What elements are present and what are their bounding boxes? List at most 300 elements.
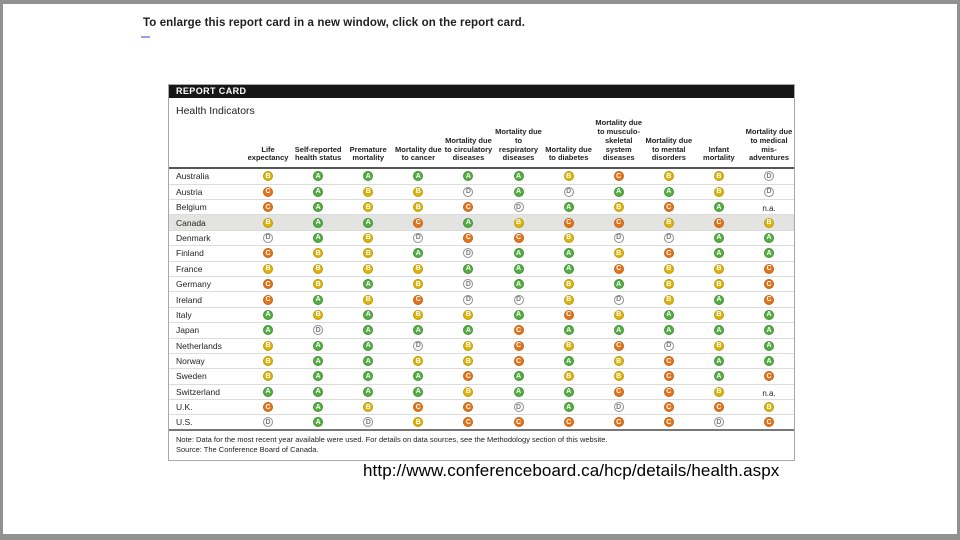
grade-cell (343, 233, 393, 243)
grade-badge: A (363, 371, 373, 381)
column-header: Mortality due to musculo-skeletal system diseases (595, 118, 643, 163)
grade-cell (644, 402, 694, 412)
grade-cell (493, 171, 543, 181)
grade-cell (343, 341, 393, 351)
column-header: Mortality due to respiratory diseases (495, 126, 542, 163)
grade-badge: A (463, 325, 473, 335)
grade-cell (694, 295, 744, 305)
grade-cell (544, 264, 594, 274)
grade-cell (644, 187, 694, 197)
grade-not-available: n.a. (762, 204, 776, 214)
grade-cell (493, 402, 543, 412)
grade-badge: A (313, 417, 323, 427)
grade-cell (293, 356, 343, 366)
grade-badge: D (664, 233, 674, 243)
grade-badge: B (313, 310, 323, 320)
grade-badge: B (664, 279, 674, 289)
grade-badge: B (313, 279, 323, 289)
grade-badge: D (463, 248, 473, 258)
grade-badge: A (363, 279, 373, 289)
grade-cell (493, 310, 543, 320)
grade-cell (594, 341, 644, 351)
grade-badge: B (664, 171, 674, 181)
grade-badge: A (363, 341, 373, 351)
grade-badge: A (664, 325, 674, 335)
grade-badge: D (313, 325, 323, 335)
grade-badge: A (764, 325, 774, 335)
grade-badge: B (764, 402, 774, 412)
grade-badge: A (714, 248, 724, 258)
grade-cell (744, 218, 794, 228)
grade-badge: D (263, 417, 273, 427)
grade-cell (544, 187, 594, 197)
grade-cell (744, 325, 794, 335)
grade-cell (694, 248, 744, 258)
grade-cell (644, 295, 694, 305)
country-label: Norway (176, 356, 205, 367)
grade-cell (544, 417, 594, 427)
report-card[interactable] (168, 84, 795, 461)
grade-badge: A (363, 218, 373, 228)
grade-badge: C (764, 264, 774, 274)
country-label: U.K. (176, 402, 193, 413)
grade-badge: A (714, 202, 724, 212)
grade-badge: C (514, 356, 524, 366)
grade-cell (744, 383, 794, 401)
grade-badge: C (614, 218, 624, 228)
grade-cell (393, 233, 443, 243)
grade-cell (544, 233, 594, 243)
grade-badge: B (463, 341, 473, 351)
grade-cell (744, 233, 794, 243)
table-row (169, 400, 794, 415)
grade-badge: B (413, 279, 423, 289)
note-line: Note: Data for the most recent year available were used. For details on data sources, see the Methodology section of this website. (176, 434, 608, 444)
grade-cell (493, 325, 543, 335)
grade-badge: B (714, 387, 724, 397)
grade-cell (493, 248, 543, 258)
grade-cell (343, 356, 393, 366)
grade-cell (644, 310, 694, 320)
grade-badge: C (263, 279, 273, 289)
grade-badge: C (614, 387, 624, 397)
grade-cell (343, 218, 393, 228)
grade-cell (243, 218, 293, 228)
grade-cell (594, 264, 644, 274)
grade-cell (243, 325, 293, 335)
grade-cell (243, 417, 293, 427)
grade-cell (594, 325, 644, 335)
grade-badge: B (714, 171, 724, 181)
grade-badge: B (263, 264, 273, 274)
grade-cell (594, 248, 644, 258)
grade-cell (293, 218, 343, 228)
grade-cell (594, 202, 644, 212)
grade-badge: A (313, 371, 323, 381)
grade-badge: A (564, 402, 574, 412)
grade-badge: A (714, 233, 724, 243)
table-row (169, 262, 794, 277)
grade-cell (293, 341, 343, 351)
enlarge-instruction-text: To enlarge this report card in a new window, click on the report card. (143, 17, 526, 29)
grade-cell (343, 187, 393, 197)
grade-cell (443, 233, 493, 243)
grade-badge: C (263, 402, 273, 412)
grade-cell (393, 187, 443, 197)
grade-badge: B (463, 310, 473, 320)
table-row (169, 231, 794, 246)
grade-cell (493, 233, 543, 243)
grade-cell (393, 325, 443, 335)
grade-cell (243, 341, 293, 351)
grade-cell (243, 310, 293, 320)
grade-badge: B (614, 310, 624, 320)
grade-cell (343, 264, 393, 274)
grade-badge: B (564, 371, 574, 381)
country-label: Italy (176, 309, 192, 320)
grade-badge: C (514, 341, 524, 351)
grade-badge: C (664, 248, 674, 258)
report-card-table (169, 119, 794, 431)
grade-badge: B (714, 279, 724, 289)
grade-cell (744, 248, 794, 258)
grade-badge: A (714, 371, 724, 381)
country-label: Belgium (176, 202, 207, 213)
country-label: U.S. (176, 417, 193, 428)
column-header: Mortality due to diabetes (545, 144, 592, 163)
country-label: Japan (176, 325, 200, 336)
grade-badge: A (614, 325, 624, 335)
grade-badge: A (413, 171, 423, 181)
grade-badge: B (263, 218, 273, 228)
grade-badge: B (463, 387, 473, 397)
grade-cell (544, 371, 594, 381)
grade-badge: D (614, 402, 624, 412)
grade-badge: C (263, 295, 273, 305)
grade-cell (343, 171, 393, 181)
grade-cell (243, 279, 293, 289)
grade-badge: B (413, 187, 423, 197)
grade-cell (644, 171, 694, 181)
grade-badge: A (614, 279, 624, 289)
column-header: Mortality due to circulatory diseases (444, 135, 493, 163)
grade-badge: B (564, 233, 574, 243)
grade-badge: A (564, 202, 574, 212)
grade-badge: A (413, 248, 423, 258)
grade-badge: B (514, 218, 524, 228)
table-row (169, 369, 794, 384)
grade-cell (644, 341, 694, 351)
grade-badge: C (764, 295, 774, 305)
grade-cell (243, 187, 293, 197)
grade-cell (694, 171, 744, 181)
grade-badge: B (614, 371, 624, 381)
grade-badge: C (614, 264, 624, 274)
grade-cell (393, 279, 443, 289)
grade-badge: C (764, 279, 774, 289)
grade-cell (644, 218, 694, 228)
grade-cell (243, 371, 293, 381)
grade-badge: A (564, 325, 574, 335)
table-row (169, 339, 794, 354)
grade-badge: D (564, 187, 574, 197)
grade-cell (544, 325, 594, 335)
grade-cell (243, 402, 293, 412)
grade-cell (393, 202, 443, 212)
grade-badge: B (614, 356, 624, 366)
grade-badge: B (313, 264, 323, 274)
grade-badge: C (764, 371, 774, 381)
grade-badge: C (614, 417, 624, 427)
grade-badge: C (463, 202, 473, 212)
grade-cell (243, 233, 293, 243)
grade-cell (694, 310, 744, 320)
grade-cell (493, 295, 543, 305)
country-label: Austria (176, 186, 203, 197)
grade-cell (744, 295, 794, 305)
grade-badge: B (463, 356, 473, 366)
grade-badge: B (313, 248, 323, 258)
grade-cell (443, 218, 493, 228)
grade-badge: A (413, 371, 423, 381)
grade-badge: A (363, 325, 373, 335)
grade-badge: A (564, 387, 574, 397)
grade-cell (393, 248, 443, 258)
grade-badge: D (363, 417, 373, 427)
grade-cell (594, 387, 644, 397)
grade-cell (694, 371, 744, 381)
grade-cell (744, 341, 794, 351)
grade-cell (243, 295, 293, 305)
grade-cell (594, 310, 644, 320)
grade-cell (343, 402, 393, 412)
grade-badge: B (413, 417, 423, 427)
grade-cell (493, 387, 543, 397)
table-row (169, 246, 794, 261)
grade-badge: B (413, 202, 423, 212)
grade-badge: B (363, 233, 373, 243)
grade-badge: A (514, 310, 524, 320)
grade-cell (243, 356, 293, 366)
grade-cell (243, 387, 293, 397)
grade-badge: C (714, 402, 724, 412)
grade-badge: A (463, 171, 473, 181)
grade-cell (293, 402, 343, 412)
grade-badge: D (514, 295, 524, 305)
grade-badge: C (564, 218, 574, 228)
grade-badge: B (614, 202, 624, 212)
grade-cell (493, 417, 543, 427)
grade-badge: C (564, 310, 574, 320)
grade-cell (694, 218, 744, 228)
grade-badge: C (614, 341, 624, 351)
grade-cell (343, 279, 393, 289)
grade-cell (293, 371, 343, 381)
grade-cell (293, 171, 343, 181)
grade-badge: C (664, 202, 674, 212)
grade-cell (694, 387, 744, 397)
grade-badge: A (313, 202, 323, 212)
country-label: Netherlands (176, 340, 222, 351)
country-label: France (176, 263, 203, 274)
country-label: Germany (176, 279, 211, 290)
grade-badge: D (263, 233, 273, 243)
table-row (169, 185, 794, 200)
grade-cell (694, 187, 744, 197)
grade-badge: C (514, 417, 524, 427)
grade-badge: A (363, 310, 373, 320)
grade-cell (443, 202, 493, 212)
grade-cell (493, 371, 543, 381)
grade-cell (393, 310, 443, 320)
column-header: Mortality due to mental disorders (645, 135, 693, 163)
report-card-footnote (169, 431, 794, 460)
grade-badge: D (463, 279, 473, 289)
grade-badge: D (514, 202, 524, 212)
grade-badge: B (363, 248, 373, 258)
grade-badge: B (413, 356, 423, 366)
grade-cell (493, 356, 543, 366)
grade-cell (694, 356, 744, 366)
grade-cell (443, 417, 493, 427)
grade-cell (393, 218, 443, 228)
grade-cell (343, 417, 393, 427)
grade-cell (293, 248, 343, 258)
grade-badge: B (363, 402, 373, 412)
grade-badge: C (514, 233, 524, 243)
grade-badge: A (313, 356, 323, 366)
grade-cell (493, 341, 543, 351)
grade-badge: B (564, 279, 574, 289)
grade-cell (393, 371, 443, 381)
grade-badge: B (263, 371, 273, 381)
grade-cell (594, 279, 644, 289)
grade-cell (493, 202, 543, 212)
grade-cell (644, 325, 694, 335)
grade-cell (744, 187, 794, 197)
grade-badge: C (463, 402, 473, 412)
grade-cell (443, 356, 493, 366)
grade-badge: A (714, 356, 724, 366)
grade-cell (293, 233, 343, 243)
grade-badge: A (514, 279, 524, 289)
grade-badge: A (514, 171, 524, 181)
grade-badge: B (714, 341, 724, 351)
grade-cell (544, 310, 594, 320)
grade-cell (694, 417, 744, 427)
grade-cell (544, 387, 594, 397)
grade-badge: A (564, 264, 574, 274)
grade-badge: C (664, 402, 674, 412)
grade-cell (243, 202, 293, 212)
grade-cell (393, 417, 443, 427)
grade-badge: A (564, 356, 574, 366)
grade-cell (594, 402, 644, 412)
table-row (169, 292, 794, 307)
grade-badge: B (714, 264, 724, 274)
grade-badge: C (463, 417, 473, 427)
column-header: Premature mortality (349, 144, 387, 163)
grade-cell (343, 325, 393, 335)
country-label: Canada (176, 217, 206, 228)
column-header: Self-reported health status (294, 144, 342, 163)
grade-cell (644, 356, 694, 366)
grade-cell (694, 233, 744, 243)
grade-badge: A (313, 402, 323, 412)
grade-cell (544, 171, 594, 181)
grade-badge: A (263, 325, 273, 335)
grade-cell (744, 417, 794, 427)
grade-badge: A (263, 387, 273, 397)
grade-badge: A (363, 387, 373, 397)
grade-cell (694, 279, 744, 289)
grade-cell (544, 295, 594, 305)
grade-cell (443, 248, 493, 258)
grade-badge: B (363, 187, 373, 197)
report-card-titlebar: REPORT CARD (169, 85, 794, 98)
country-label: Switzerland (176, 386, 220, 397)
grade-badge: D (614, 233, 624, 243)
grade-cell (293, 310, 343, 320)
grade-badge: B (664, 218, 674, 228)
grade-badge: A (413, 387, 423, 397)
grade-badge: A (764, 310, 774, 320)
grade-badge: A (363, 356, 373, 366)
grade-cell (694, 341, 744, 351)
grade-cell (644, 279, 694, 289)
grade-cell (694, 402, 744, 412)
grade-cell (243, 264, 293, 274)
grade-badge: B (664, 295, 674, 305)
grade-badge: A (664, 310, 674, 320)
grade-badge: D (764, 187, 774, 197)
table-row (169, 415, 794, 430)
grade-cell (744, 310, 794, 320)
grade-cell (644, 233, 694, 243)
grade-cell (544, 218, 594, 228)
grade-badge: B (363, 202, 373, 212)
grade-badge: C (413, 402, 423, 412)
grade-badge: B (614, 248, 624, 258)
grade-badge: A (664, 187, 674, 197)
grade-badge: A (714, 325, 724, 335)
grade-badge: B (263, 356, 273, 366)
grade-badge: A (263, 310, 273, 320)
grade-cell (343, 371, 393, 381)
table-row (169, 200, 794, 215)
grade-badge: C (714, 218, 724, 228)
grade-cell (293, 279, 343, 289)
grade-cell (594, 233, 644, 243)
grade-badge: D (413, 233, 423, 243)
grade-cell (744, 371, 794, 381)
table-row (169, 385, 794, 400)
grade-cell (594, 417, 644, 427)
grade-badge: C (764, 417, 774, 427)
grade-badge: D (463, 187, 473, 197)
column-header: Infant mortality (703, 144, 735, 163)
table-row (169, 354, 794, 369)
grade-cell (594, 295, 644, 305)
grade-badge: C (664, 417, 674, 427)
link-underscore[interactable] (141, 36, 150, 38)
grade-cell (644, 371, 694, 381)
grade-cell (293, 295, 343, 305)
grade-cell (243, 248, 293, 258)
country-label: Sweden (176, 371, 207, 382)
grade-cell (443, 295, 493, 305)
grade-badge: A (363, 171, 373, 181)
